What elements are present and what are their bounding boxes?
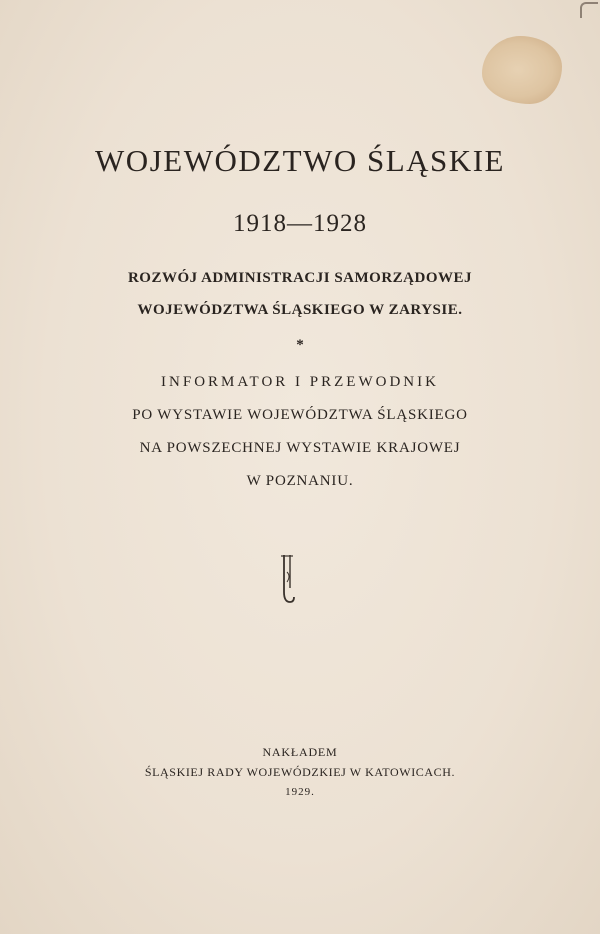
page-title: WOJEWÓDZTWO ŚLĄSKIE [95, 143, 505, 178]
informator-line-2: PO WYSTAWIE WOJEWÓDZTWA ŚLĄSKIEGO [132, 407, 468, 423]
subtitle-line-2: WOJEWÓDZTWA ŚLĄSKIEGO W ZARYSIE. [137, 302, 463, 318]
publication-year: 1929. [285, 786, 315, 798]
printers-mark-icon [276, 552, 300, 606]
publisher-line-1: NAKŁADEM [262, 745, 338, 759]
subtitle-line-1: ROZWÓJ ADMINISTRACJI SAMORZĄDOWEJ [127, 270, 473, 286]
informator-line-4: W POZNANIU. [246, 473, 354, 489]
separator-asterisk: * [296, 337, 304, 353]
years-heading: 1918—1928 [233, 210, 367, 237]
publisher-line-2: ŚLĄSKIEJ RADY WOJEWÓDZKIEJ W KATOWICACH. [144, 765, 456, 779]
informator-line-1: INFORMATOR I PRZEWODNIK [161, 374, 439, 390]
corner-mark [580, 2, 598, 18]
informator-line-3: NA POWSZECHNEJ WYSTAWIE KRAJOWEJ [139, 440, 461, 456]
paper-stain [482, 36, 562, 104]
